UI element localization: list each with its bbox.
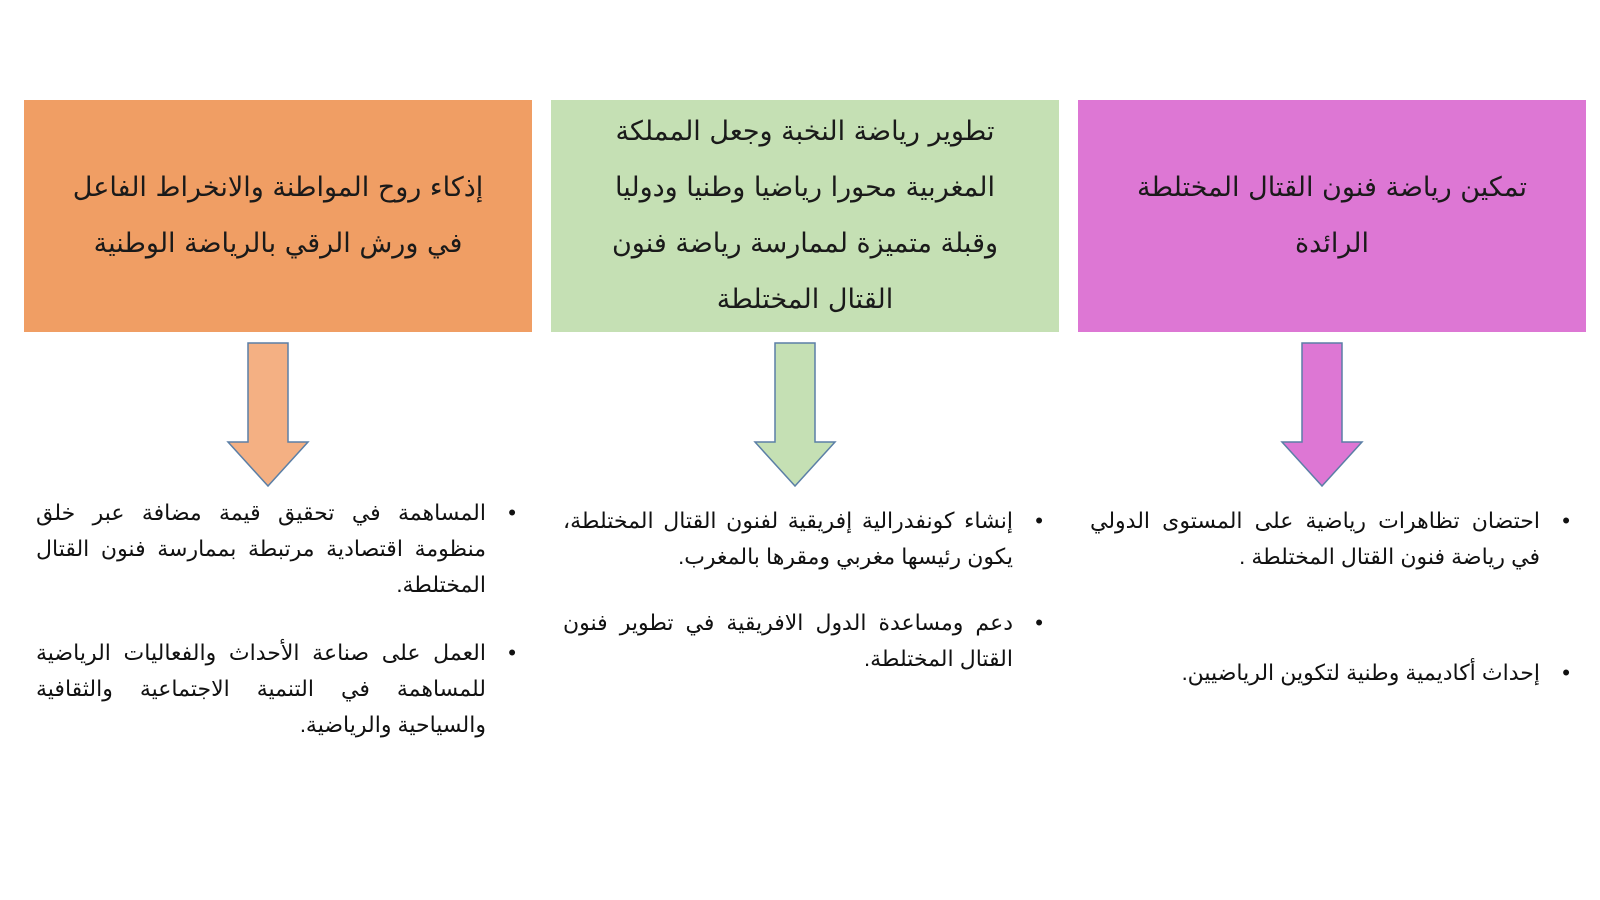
bullet-text: إنشاء كونفدرالية إفريقية لفنون القتال المختلطة، يكون رئيسها مغربي ومقرها بالمغرب. xyxy=(563,508,1013,569)
header-text-pink: تمكين رياضة فنون القتال المختلطة الرائدة xyxy=(1137,172,1527,259)
list-item xyxy=(563,503,1043,575)
bullet-marker: • xyxy=(1562,660,1570,685)
list-item xyxy=(36,635,516,743)
bullet-marker: • xyxy=(1562,508,1570,533)
down-arrow-orange xyxy=(226,342,310,488)
bullet-text: إحداث أكاديمية وطنية لتكوين الرياضيين. xyxy=(1181,660,1540,685)
list-item xyxy=(563,605,1043,677)
header-text-orange: إذكاء روح المواطنة والانخراط الفاعل في ورش الرقي بالرياضة الوطنية xyxy=(72,172,484,259)
list-item xyxy=(1090,655,1570,691)
list-item xyxy=(1090,503,1570,575)
column-orange xyxy=(24,0,532,900)
bullet-list-orange xyxy=(36,495,516,743)
bullet-marker: • xyxy=(1035,508,1043,533)
header-box-orange xyxy=(24,100,532,332)
bullet-marker: • xyxy=(1035,610,1043,635)
bullet-text: العمل على صناعة الأحداث والفعاليات الرياضية للمساهمة في التنمية الاجتماعية والثقافية والسياحية والرياضية. xyxy=(36,640,486,737)
bullet-text: دعم ومساعدة الدول الافريقية في تطوير فنون القتال المختلطة. xyxy=(563,610,1013,671)
bullet-marker: • xyxy=(508,640,516,665)
down-arrow-pink xyxy=(1280,342,1364,488)
bullet-marker: • xyxy=(508,500,516,525)
column-pink xyxy=(1078,0,1586,900)
header-text-green: تطوير رياضة النخبة وجعل المملكة المغربية محورا رياضيا وطنيا ودوليا وقبلة متميزة لممارسة رياضة فنون القتال المختلطة xyxy=(611,116,999,315)
list-item xyxy=(36,495,516,603)
bullet-list-green xyxy=(563,503,1043,677)
bullet-text: المساهمة في تحقيق قيمة مضافة عبر خلق منظومة اقتصادية مرتبطة بممارسة فنون القتال المختلطة. xyxy=(36,500,486,597)
column-green xyxy=(551,0,1059,900)
bullet-text: احتضان تظاهرات رياضية على المستوى الدولي في رياضة فنون القتال المختلطة . xyxy=(1090,508,1540,569)
header-box-green xyxy=(551,100,1059,332)
header-box-pink xyxy=(1078,100,1586,332)
down-arrow-green xyxy=(753,342,837,488)
bullet-list-pink xyxy=(1090,503,1570,691)
